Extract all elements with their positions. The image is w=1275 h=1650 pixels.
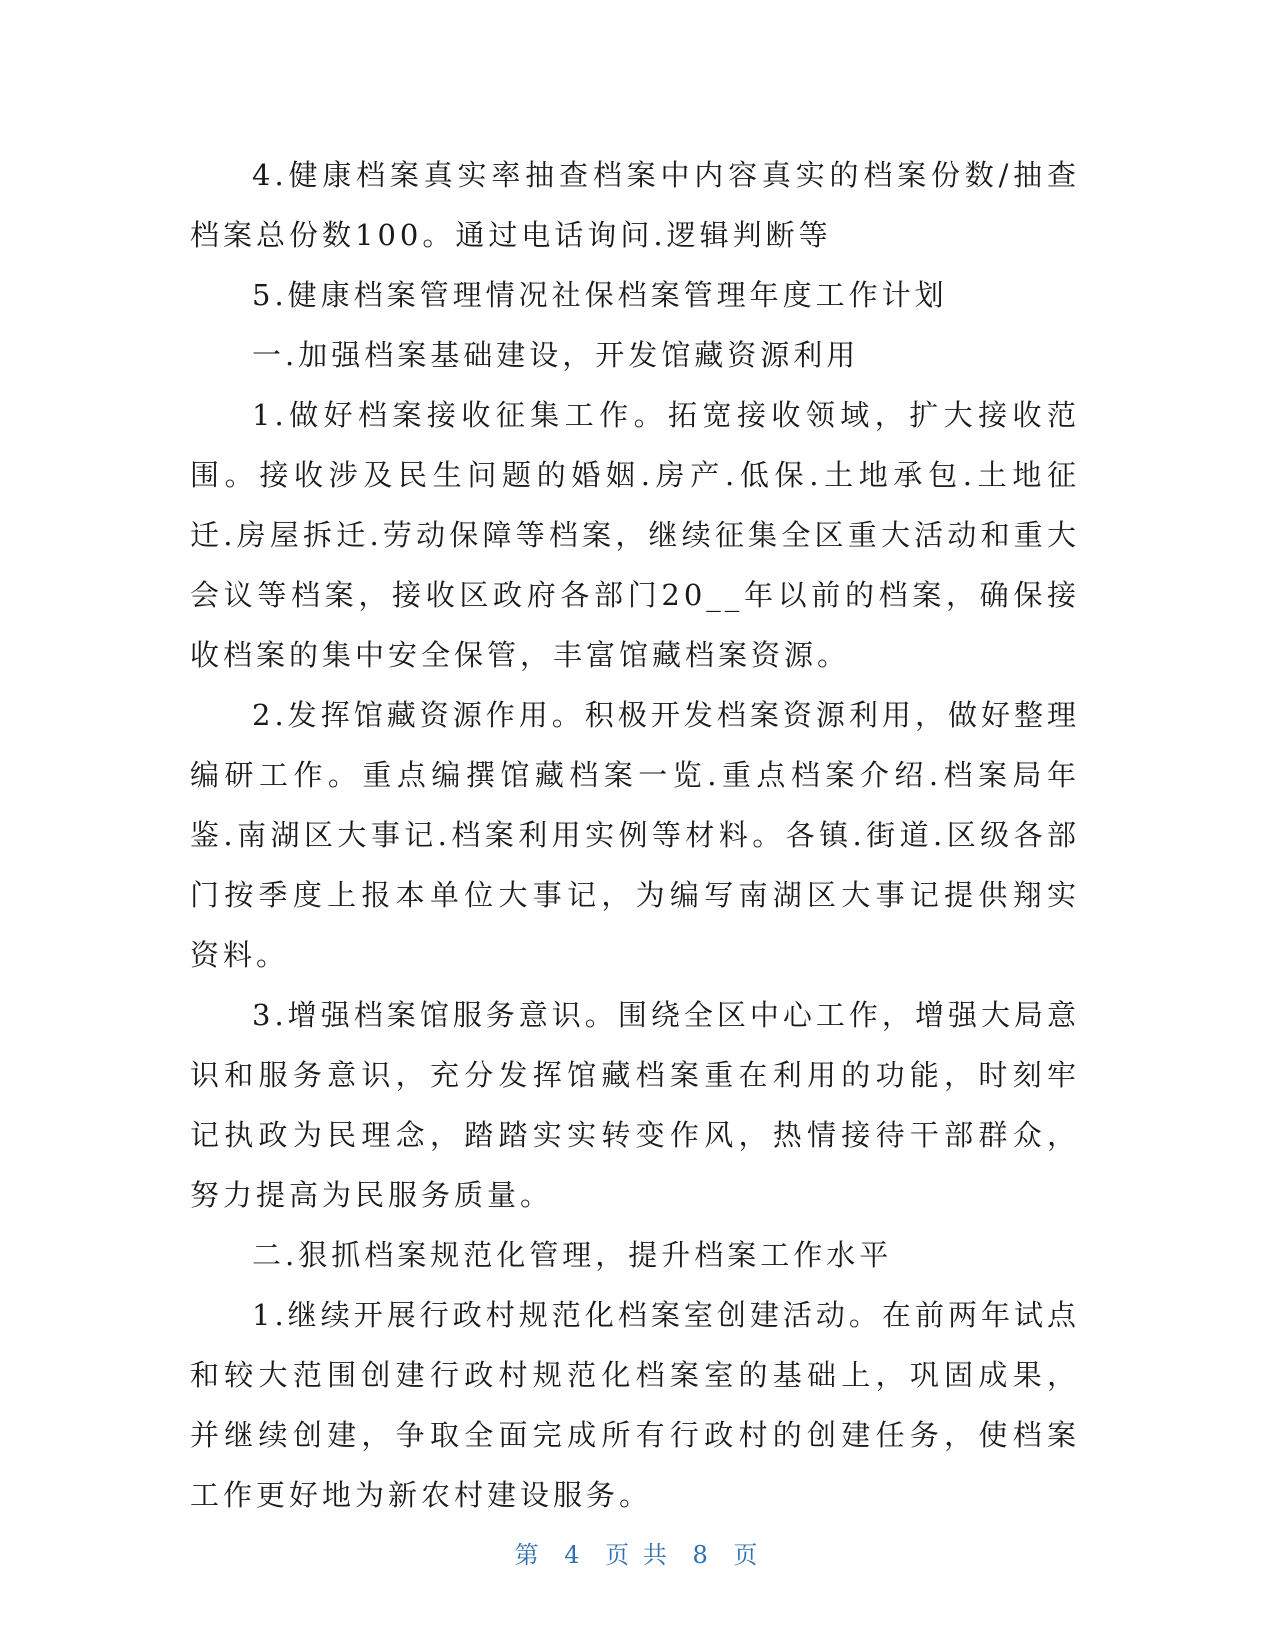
footer-prefix: 第 xyxy=(514,1541,542,1569)
section-heading: 二.狠抓档案规范化管理，提升档案工作水平 xyxy=(252,1238,893,1272)
page-footer xyxy=(0,1535,1275,1570)
footer-suffix: 页 xyxy=(733,1541,761,1569)
paragraph: 1.做好档案接收征集工作。拓宽接收领域，扩大接收范围。接收涉及民生问题的婚姻.房产.低保.土地承包.土地征迁.房屋拆迁.劳动保障等档案，继续征集全区重大活动和重大会议等档案，接收区政府各部门20__年以前的档案，确保接收档案的集中安全保管，丰富馆藏档案资源。 xyxy=(190,398,1080,672)
paragraph: 5.健康档案管理情况社保档案管理年度工作计划 xyxy=(252,278,948,312)
footer-current-page: 4 xyxy=(564,1541,583,1569)
section-heading: 一.加强档案基础建设，开发馆藏资源利用 xyxy=(252,338,860,372)
footer-total-pages: 8 xyxy=(692,1541,711,1569)
paragraph: 2.发挥馆藏资源作用。积极开发档案资源利用，做好整理编研工作。重点编撰馆藏档案一览.重点档案介绍.档案局年鉴.南湖区大事记.档案利用实例等材料。各镇.街道.区级各部门按季度上报本单位大事记，为编写南湖区大事记提供翔实资料。 xyxy=(190,698,1080,972)
document-body xyxy=(190,145,1080,1525)
footer-middle: 页 共 xyxy=(605,1541,670,1569)
paragraph: 3.增强档案馆服务意识。围绕全区中心工作，增强大局意识和服务意识，充分发挥馆藏档案重在利用的功能，时刻牢记执政为民理念，踏踏实实转变作风，热情接待干部群众，努力提高为民服务质量。 xyxy=(190,998,1080,1212)
paragraph: 4.健康档案真实率抽查档案中内容真实的档案份数/抽查档案总份数100。通过电话询问.逻辑判断等 xyxy=(190,158,1080,252)
paragraph: 1.继续开展行政村规范化档案室创建活动。在前两年试点和较大范围创建行政村规范化档案室的基础上，巩固成果，并继续创建，争取全面完成所有行政村的创建任务，使档案工作更好地为新农村建设服务。 xyxy=(190,1298,1080,1512)
